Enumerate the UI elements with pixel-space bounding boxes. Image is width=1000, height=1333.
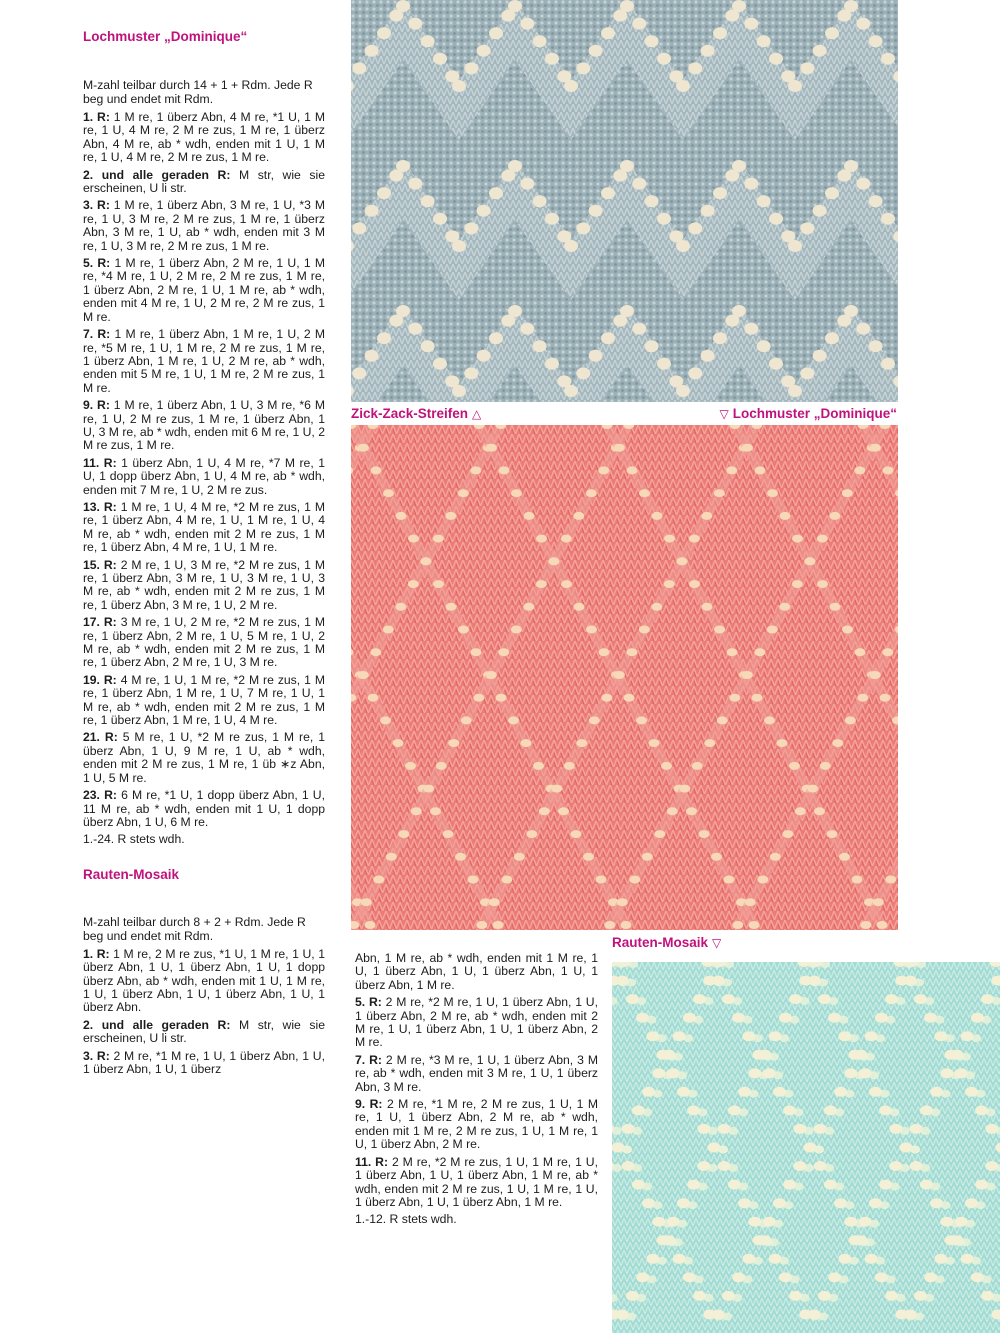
caption-rauten-label: Rauten-Mosaik <box>612 935 709 950</box>
instruction-row <box>83 559 325 613</box>
row-text: 2 M re, *2 M re zus, 1 U, 1 M re, 1 U, 1 überz Abn, 1 U, 1 überz Abn, 1 M re, ab * wdh, enden mit 2 M re zus, 1 U, 1 M re, 1 U, 1 überz Abn, 1 U, 1 überz Abn, 1 M re. <box>355 1154 598 1209</box>
row-label: 3. R: <box>83 1048 110 1063</box>
dominique-instructions <box>83 111 325 829</box>
row-label: 5. R: <box>355 995 382 1010</box>
instruction-row <box>355 1156 598 1210</box>
rauten-instructions-mid <box>355 996 598 1209</box>
photo-lochmuster-dominique <box>351 425 898 930</box>
row-label: 21. R: <box>83 730 118 745</box>
middle-column <box>355 952 598 1231</box>
instruction-row <box>83 399 325 453</box>
row-label: 23. R: <box>83 788 117 803</box>
instruction-row <box>83 674 325 728</box>
instruction-row <box>83 328 325 395</box>
instruction-row <box>83 616 325 670</box>
instruction-row <box>83 457 325 497</box>
row-label: 1. R: <box>83 110 110 124</box>
row-text: 1 M re, 1 überz Abn, 2 M re, 1 U, 1 M re, *4 M re, 1 U, 2 M re, 2 M re zus, 1 M re, 1 überz Abn, 2 M re, 1 U, 1 M re, ab * wdh, enden mit 4 M re, 1 U, 2 M re, 2 M re zus, 1 M re. <box>83 256 325 324</box>
instruction-row <box>83 257 325 324</box>
row-text: 5 M re, 1 U, *2 M re zus, 1 M re, 1 überz Abn, 1 U, 9 M re, 1 U, ab * wdh, enden mit 2 M re zus, 1 M re, 1 üb ∗z Abn, 1 U, 5 M re. <box>83 730 325 785</box>
caption-rauten-mosaik <box>612 935 725 951</box>
row-label: 17. R: <box>83 615 117 630</box>
caption-zickzack-label: Zick-Zack-Streifen <box>351 406 469 421</box>
instruction-row <box>83 731 325 785</box>
row-label: 2. und alle geraden R: <box>83 167 231 182</box>
row-label: 13. R: <box>83 499 117 514</box>
photo-rauten-mosaik <box>612 962 1000 1333</box>
row-label: 15. R: <box>83 557 117 572</box>
row-label: 7. R: <box>355 1052 382 1067</box>
row-text: 2 M re, 1 U, 3 M re, *2 M re zus, 1 M re, 1 überz Abn, 3 M re, 1 U, 3 M re, 1 U, 3 M re, ab * wdh, enden mit 2 M re zus, 1 M re, 1 überz Abn, 3 M re, 1 U, 2 M re. <box>83 557 325 612</box>
section-title-dominique: Lochmuster „Dominique“ <box>83 29 248 44</box>
rauten-instructions-left <box>83 948 325 1077</box>
left-column <box>83 28 325 1080</box>
instruction-row <box>83 948 325 1015</box>
photo-zickzack-streifen <box>351 0 898 402</box>
row-label: 9. R: <box>83 398 110 413</box>
row-text: 1 überz Abn, 1 U, 4 M re, *7 M re, 1 U, 1 dopp überz Abn, 1 U, 4 M re, ab * wdh, enden mit 7 M re, 1 U, 2 M re zus. <box>83 455 325 497</box>
instruction-row <box>355 1098 598 1152</box>
instruction-row <box>355 1054 598 1094</box>
section-title-rauten: Rauten-Mosaik <box>83 866 180 882</box>
instruction-row <box>83 501 325 555</box>
caption-dominique-label: Lochmuster „Dominique“ <box>732 406 897 421</box>
caption-lochmuster-dominique <box>716 406 898 422</box>
instruction-row <box>83 199 325 253</box>
row-label: 3. R: <box>83 198 110 213</box>
row-text: 1 M re, 1 überz Abn, 3 M re, 1 U, *3 M re, 1 U, 3 M re, 2 M re zus, 1 M re, 1 überz Abn, 3 M re, 1 U, ab * wdh, enden mit 3 M re, 1 U, 3 M re, 2 M re zus, 1 M re. <box>83 198 325 253</box>
rauten-repeat: 1.-12. R stets wdh. <box>355 1212 457 1227</box>
row-text: 4 M re, 1 U, 1 M re, *2 M re zus, 1 M re, 1 überz Abn, 1 M re, 1 U, 7 M re, 1 U, 1 M re, ab * wdh, enden mit 2 M re zus, 1 M re, 1 überz Abn, 1 M re, 1 U, 4 M re. <box>83 672 325 728</box>
row-text: 2 M re, *3 M re, 1 U, 1 überz Abn, 3 M re, ab * wdh, enden mit 3 M re, 1 U, 1 überz Abn, 3 M re. <box>355 1052 598 1094</box>
dominique-intro: M-zahl teilbar durch 14 + 1 + Rdm. Jede R beg und endet mit Rdm. <box>83 78 313 106</box>
row-label: 9. R: <box>355 1097 383 1112</box>
row-text: M str, wie sie erscheinen, U li str. <box>83 167 325 196</box>
instruction-row <box>83 169 325 196</box>
row-text: 2 M re, *1 M re, 1 U, 1 überz Abn, 1 U, 1 überz Abn, 1 U, 1 überz <box>83 1048 325 1076</box>
caption-zickzack-streifen <box>351 406 485 422</box>
instruction-row <box>83 1050 325 1077</box>
row-text: 1 M re, 1 überz Abn, 1 U, 3 M re, *6 M re, 1 U, 2 M re zus, 1 M re, 1 überz Abn, 1 U, 3 M re, ab * wdh, enden mit 6 M re, 1 U, 2 M re zus, 1 M re. <box>83 398 325 453</box>
row-label: 11. R: <box>83 455 117 470</box>
row-label: 19. R: <box>83 672 117 687</box>
row-label: 5. R: <box>83 256 111 271</box>
row-text: 1 M re, 2 M re zus, *1 U, 1 M re, 1 U, 1 überz Abn, 1 U, 1 überz Abn, 1 U, 1 dopp überz Abn, ab * wdh, enden mit 1 U, 1 M re, 1 U, 1 überz Abn, 1 U, 1 überz Abn, 1 U, 1 überz Abn. <box>83 946 325 1015</box>
dominique-repeat: 1.-24. R stets wdh. <box>83 832 185 847</box>
row-label: 1. R: <box>83 946 110 961</box>
triangle-down-icon: ▽ <box>719 407 729 421</box>
row-text: 2 M re, *2 M re, 1 U, 1 überz Abn, 1 U, 1 überz Abn, 2 M re, ab * wdh, enden mit 2 M re, 1 U, 1 überz Abn, 1 U, 1 überz Abn, 2 M re. <box>355 995 598 1050</box>
triangle-down-icon: ▽ <box>712 936 722 950</box>
instruction-row <box>355 996 598 1050</box>
row-text: 1 M re, 1 überz Abn, 4 M re, *1 U, 1 M re, 1 U, 4 M re, 2 M re zus, 1 M re, 1 überz Abn, 4 M re, ab * wdh, enden mit 1 U, 1 M re, 1 U, 4 M re, 2 M re zus, 1 M re. <box>83 110 325 165</box>
row-label: 7. R: <box>83 327 111 342</box>
triangle-up-icon: △ <box>472 407 482 421</box>
instruction-row <box>83 789 325 829</box>
instruction-row <box>83 111 325 165</box>
row-label: 11. R: <box>355 1154 389 1169</box>
rauten-intro: M-zahl teilbar durch 8 + 2 + Rdm. Jede R beg und endet mit Rdm. <box>83 914 306 943</box>
row-text: 2 M re, *1 M re, 2 M re zus, 1 U, 1 M re, 1 U, 1 überz Abn, 2 M re, ab * wdh, enden mit 1 M re, 2 M re zus, 1 U, 1 M re, 1 U, 1 überz Abn, 2 M re. <box>355 1097 598 1152</box>
row-text: 3 M re, 1 U, 2 M re, *2 M re zus, 1 M re, 1 überz Abn, 2 M re, 1 U, 5 M re, 1 U, 2 M re, ab * wdh, enden mit 2 M re zus, 1 M re, 1 überz Abn, 2 M re, 1 U, 3 M re. <box>83 615 325 670</box>
row-text: 6 M re, *1 U, 1 dopp überz Abn, 1 U, 11 M re, ab * wdh, enden mit 1 U, 1 dopp überz Abn, 1 U, 6 M re. <box>83 788 325 829</box>
row-text: 1 M re, 1 U, 4 M re, *2 M re zus, 1 M re, 1 überz Abn, 4 M re, 1 U, 1 M re, 1 U, 4 M re, ab * wdh, enden mit 2 M re zus, 1 M re, 1 überz Abn, 4 M re, 1 U, 1 M re. <box>83 499 325 555</box>
rauten-continuation: Abn, 1 M re, ab * wdh, enden mit 1 M re, 1 U, 1 überz Abn, 1 U, 1 überz Abn, 1 U, 1 überz Abn, 1 M re. <box>355 951 598 992</box>
row-text: M str, wie sie erscheinen, U li str. <box>83 1017 325 1046</box>
row-text: 1 M re, 1 überz Abn, 1 M re, 1 U, 2 M re, *5 M re, 1 U, 1 M re, 2 M re zus, 1 M re, 1 überz Abn, 1 M re, 1 U, 2 M re, ab * wdh, enden mit 5 M re, 1 U, 1 M re, 2 M re zus, 1 M re. <box>83 327 325 395</box>
instruction-row <box>83 1019 325 1046</box>
row-label: 2. und alle geraden R: <box>83 1017 231 1032</box>
